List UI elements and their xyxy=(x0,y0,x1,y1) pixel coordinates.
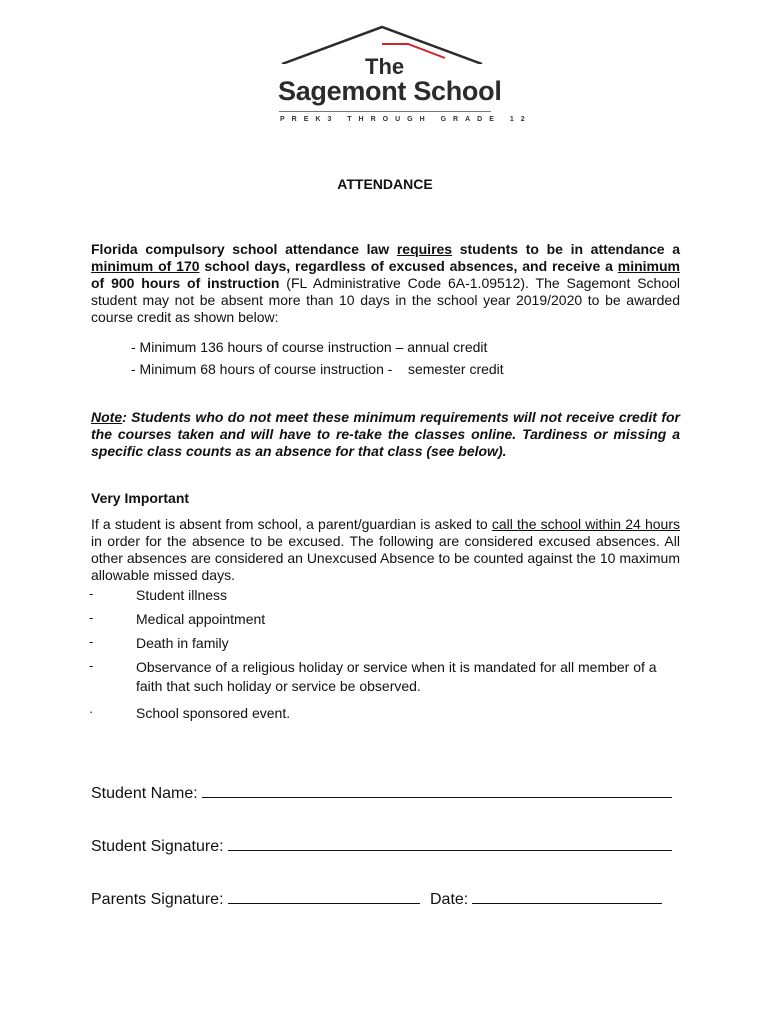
student-name-line[interactable] xyxy=(202,782,672,798)
school-logo xyxy=(270,24,532,124)
student-name-field xyxy=(91,782,672,803)
student-signature-field xyxy=(91,835,672,856)
note-paragraph xyxy=(91,409,680,460)
excused-item-religious: Observance of a religious holiday or service when it is mandated for all member of a faith that such holiday or service be observed. xyxy=(136,659,657,694)
excused-bullet: - xyxy=(89,634,94,649)
logo-divider xyxy=(279,111,491,112)
logo-the: The xyxy=(365,54,405,79)
student-signature-line[interactable] xyxy=(228,835,672,851)
note-label: Note xyxy=(91,409,123,425)
parents-signature-field xyxy=(91,888,420,909)
date-label: Date: xyxy=(430,891,469,908)
excused-item-death: Death in family xyxy=(136,635,229,651)
intro-minimum: minimum xyxy=(617,258,680,274)
intro-requires: requires xyxy=(396,241,453,257)
absence-call-school: call the school within 24 hours xyxy=(491,516,680,532)
parents-signature-label: Parents Signature: xyxy=(91,891,224,908)
excused-bullet: - xyxy=(89,658,94,673)
intro-s5: school days, regardless of excused absences, and receive a xyxy=(199,258,618,274)
page-title: ATTENDANCE xyxy=(337,176,433,192)
intro-paragraph xyxy=(91,241,680,326)
student-signature-label: Student Signature: xyxy=(91,838,224,855)
excused-bullet: · xyxy=(89,704,94,719)
excused-bullet: - xyxy=(89,610,94,625)
logo-school-name: Sagemont School xyxy=(278,76,502,106)
date-field xyxy=(430,888,662,909)
excused-item-school-event: School sponsored event. xyxy=(136,705,291,721)
absence-s3: in order for the absence to be excused. The following are considered excused absences. All other absences are considered an Unexcused Absence to be counted against the 10 maximum allowable missed days. xyxy=(91,533,680,583)
date-line[interactable] xyxy=(472,888,662,904)
credit-semester: - Minimum 68 hours of course instruction - semester credit xyxy=(131,361,504,377)
intro-s8: (FL Administrative Code 6A-1.09512). The Sagemont School student may not be absent more than 10 days in the school year 2019/2020 to be awarded course credit as shown below: xyxy=(91,275,680,325)
excused-item-illness: Student illness xyxy=(136,587,228,603)
credit-annual: - Minimum 136 hours of course instruction – annual credit xyxy=(131,339,488,355)
intro-s3: students to be in attendance a xyxy=(452,241,680,257)
note-text: : Students who do not meet these minimum requirements will not receive credit for the courses taken and will have to re-take the classes online. Tardiness or missing a specific class counts as an absence for that class (see below). xyxy=(91,409,680,459)
intro-minimum-170: minimum of 170 xyxy=(91,258,200,274)
logo-tagline: PREK3 THROUGH GRADE 12 xyxy=(280,116,532,123)
intro-s1: Florida compulsory school attendance law xyxy=(91,241,397,257)
very-important-heading: Very Important xyxy=(91,490,190,506)
intro-s7: of 900 hours of instruction xyxy=(91,275,280,291)
absence-s1: If a student is absent from school, a parent/guardian is asked to xyxy=(91,516,492,532)
parents-signature-line[interactable] xyxy=(228,888,420,904)
absence-paragraph xyxy=(91,516,680,584)
excused-item-medical: Medical appointment xyxy=(136,611,266,627)
student-name-label: Student Name: xyxy=(91,785,198,802)
excused-bullet: - xyxy=(89,586,94,601)
